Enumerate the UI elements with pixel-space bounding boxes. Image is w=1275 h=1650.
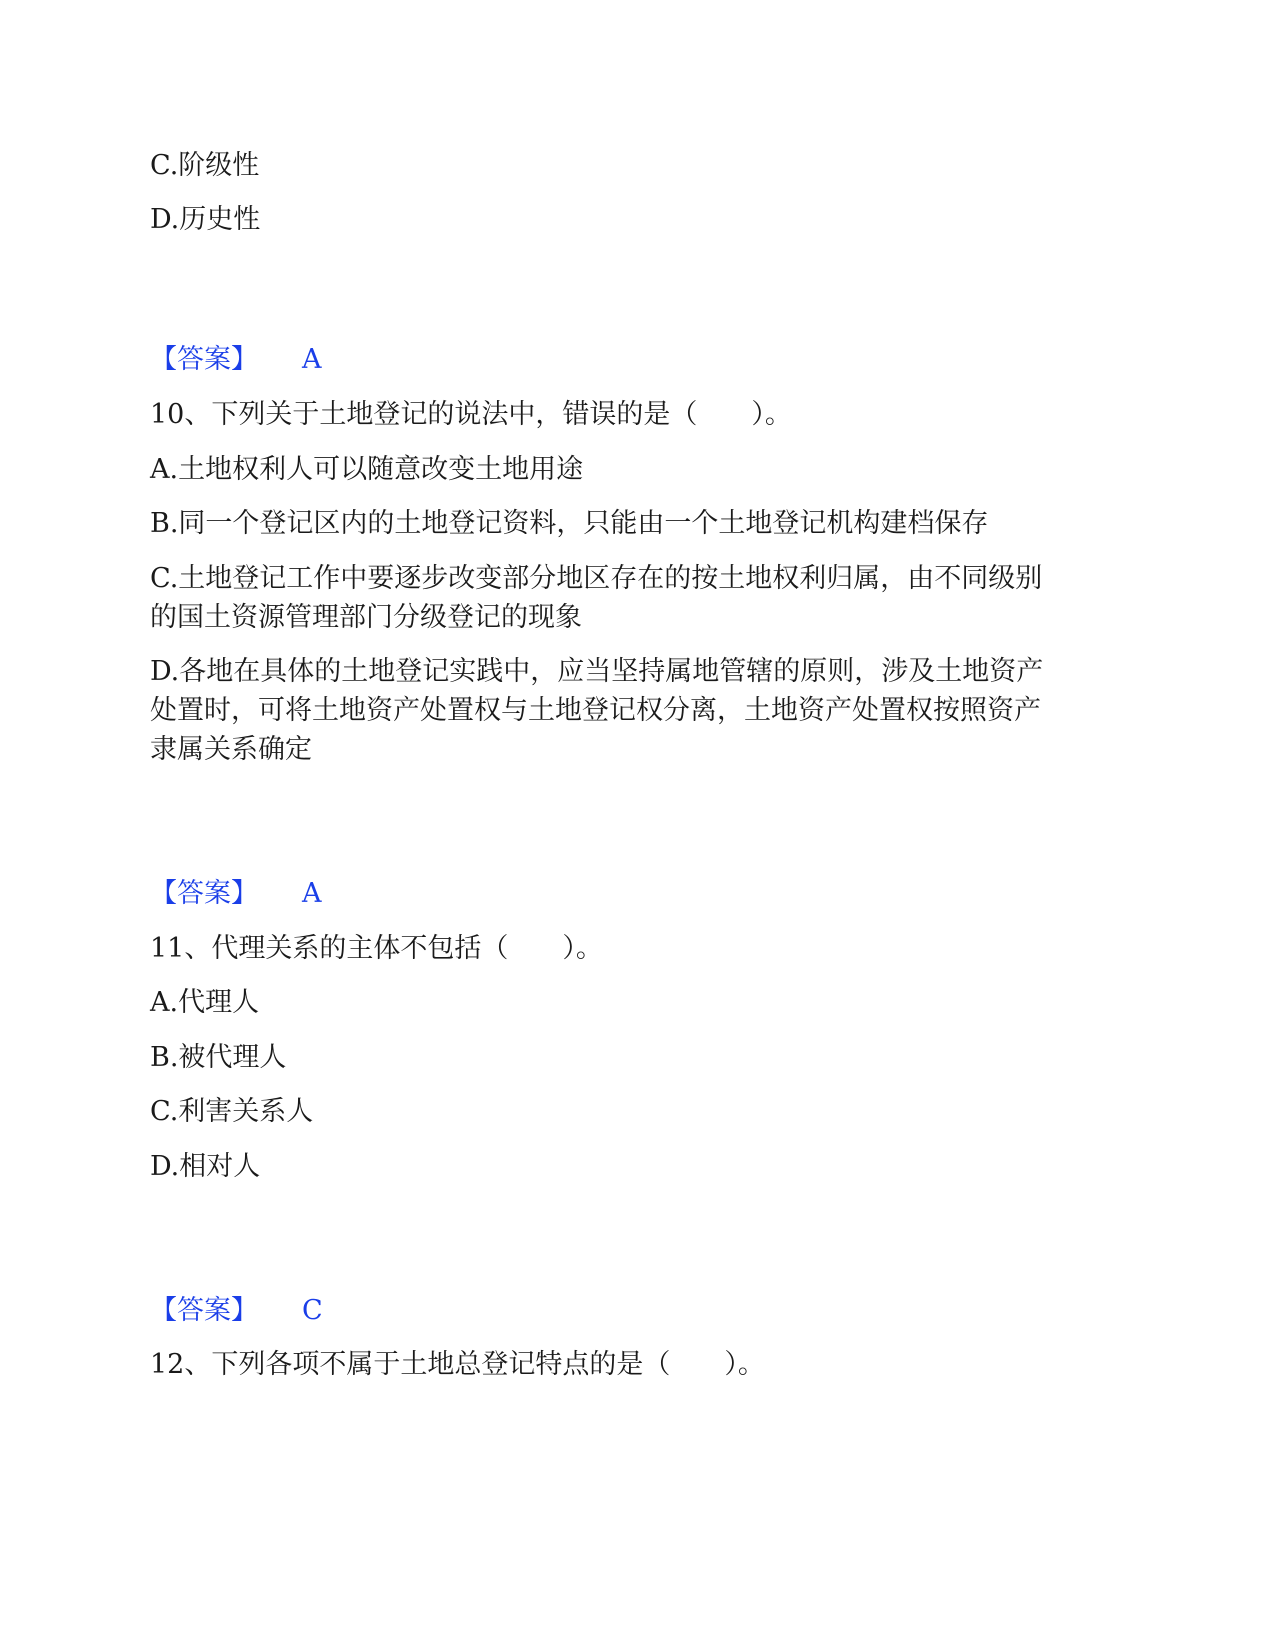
answer-label: 【答案】	[150, 1295, 258, 1326]
q10-option-d-line3: 隶属关系确定	[150, 734, 312, 765]
q11-option-c: C.利害关系人	[150, 1096, 314, 1127]
answer-label: 【答案】	[150, 878, 258, 909]
q9-option-d: D.历史性	[150, 204, 261, 235]
answer-value: C	[302, 1295, 323, 1326]
q11-answer	[150, 1291, 323, 1331]
answer-value: A	[302, 344, 322, 375]
answer-value: A	[302, 878, 322, 909]
q12-stem: 12、下列各项不属于土地总登记特点的是（ ）。	[150, 1349, 765, 1380]
q11-option-b: B.被代理人	[150, 1042, 287, 1073]
q10-option-c-line2: 的国土资源管理部门分级登记的现象	[150, 602, 582, 633]
q10-stem: 10、下列关于土地登记的说法中，错误的是（ ）。	[150, 399, 792, 430]
q10-option-d-line1: D.各地在具体的土地登记实践中，应当坚持属地管辖的原则，涉及土地资产	[150, 656, 1044, 687]
q11-option-d: D.相对人	[150, 1151, 261, 1182]
answer-label: 【答案】	[150, 344, 258, 375]
q10-option-d-line2: 处置时，可将土地资产处置权与土地登记权分离，土地资产处置权按照资产	[150, 695, 1041, 726]
q10-option-b: B.同一个登记区内的土地登记资料，只能由一个土地登记机构建档保存	[150, 508, 989, 539]
q11-option-a: A.代理人	[150, 987, 260, 1018]
q10-option-a: A.土地权利人可以随意改变土地用途	[150, 454, 584, 485]
q9-option-c: C.阶级性	[150, 150, 260, 181]
q9-answer	[150, 340, 322, 380]
q10-option-c-line1: C.土地登记工作中要逐步改变部分地区存在的按土地权利归属，由不同级别	[150, 563, 1043, 594]
q11-stem: 11、代理关系的主体不包括（ ）。	[150, 933, 603, 964]
q10-answer	[150, 874, 322, 914]
